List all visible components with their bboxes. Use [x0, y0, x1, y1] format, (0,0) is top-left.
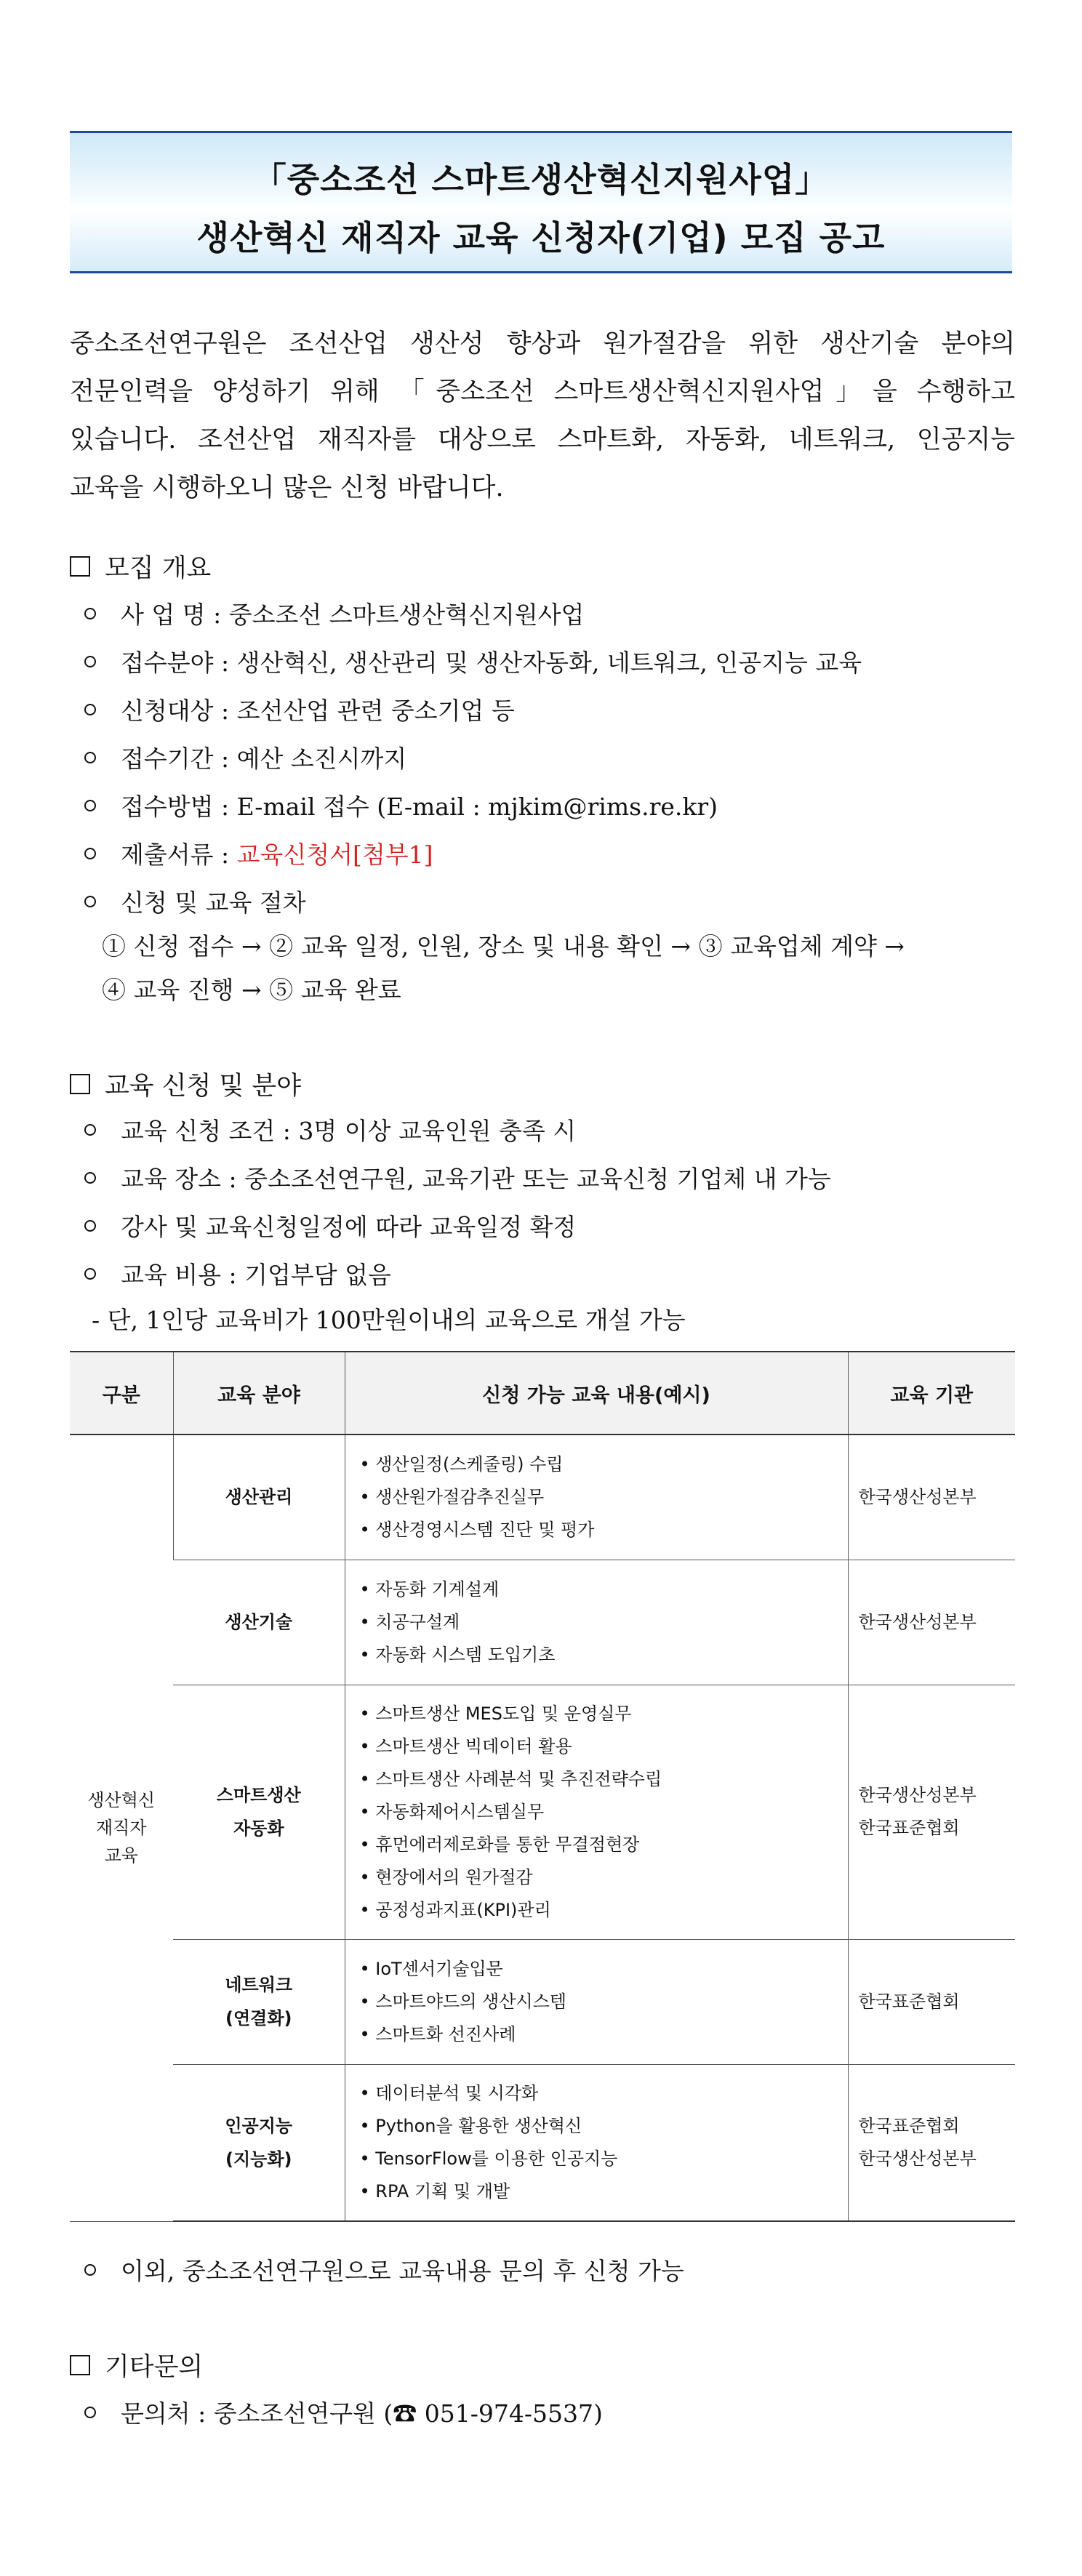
intro-line: 교육을 시행하오니 많은 신청 바랍니다. — [70, 473, 504, 502]
intro-line: 중소조선연구원은 조선산업 생산성 향상과 원가절감을 위한 생산기술 분야의 — [70, 329, 1015, 358]
intro-line: 전문인력을 양성하기 위해 「중소조선 스마트생산혁신지원사업」을 수행하고 — [70, 377, 1015, 406]
list-item: 신청대상 : 조선산업 관련 중소기업 등 — [84, 692, 515, 726]
contact-phone: 문의처 : 중소조선연구원 (☎ 051-974-5537) — [121, 2399, 603, 2428]
content-cell: • 자동화 기계설계 • 치공구설계 • 자동화 시스템 도입기초 — [345, 1560, 848, 1685]
circle-bullet-icon — [84, 1172, 96, 1184]
circle-bullet-icon — [84, 848, 96, 859]
list-item-procedure: 신청 및 교육 절차 — [84, 884, 306, 918]
attachment-reference: 교육신청서[첨부1] — [236, 840, 433, 869]
section-heading-application — [70, 1066, 301, 1102]
circle-bullet-icon — [84, 752, 96, 763]
title-banner — [70, 131, 1012, 273]
square-bullet-icon — [70, 1074, 90, 1094]
circle-bullet-icon — [84, 1124, 96, 1136]
cost-note: - 단, 1인당 교육비가 100만원이내의 교육으로 개설 가능 — [92, 1306, 686, 1334]
field-cell: 인공지능 (지능화) — [173, 2064, 345, 2221]
list-item-inquiry-note: 이외, 중소조선연구원으로 교육내용 문의 후 신청 가능 — [84, 2252, 684, 2287]
list-item-contact — [84, 2395, 603, 2429]
intro-paragraph — [70, 320, 1015, 512]
intro-line: 있습니다. 조선산업 재직자를 대상으로 스마트화, 자동화, 네트워크, 인공지능 — [70, 425, 1015, 454]
list-item: 교육 장소 : 중소조선연구원, 교육기관 또는 교육신청 기업체 내 가능 — [84, 1160, 831, 1195]
square-bullet-icon — [70, 2355, 90, 2375]
list-item: 사 업 명 : 중소조선 스마트생산혁신지원사업 — [84, 596, 584, 630]
header-field: 교육 분야 — [173, 1352, 345, 1435]
list-item: 교육 신청 조건 : 3명 이상 교육인원 충족 시 — [84, 1112, 576, 1147]
table-row — [70, 1685, 1015, 1939]
education-table — [70, 1351, 1015, 2222]
field-cell: 스마트생산 자동화 — [173, 1685, 345, 1939]
circle-bullet-icon — [84, 1220, 96, 1232]
table-row — [70, 1939, 1015, 2064]
table-row — [70, 2064, 1015, 2221]
procedure-steps-line-2: ④ 교육 진행 → ⑤ 교육 완료 — [102, 976, 401, 1004]
institution-cell: 한국생산성본부 한국표준협회 — [848, 1685, 1015, 1939]
section-heading-contact — [70, 2347, 203, 2383]
section-heading-text: 교육 신청 및 분야 — [105, 1072, 302, 1101]
list-item-documents: 제출서류 : 교육신청서[첨부1] — [84, 836, 433, 870]
circle-bullet-icon — [84, 608, 96, 619]
field-cell: 생산관리 — [173, 1435, 345, 1560]
list-item: 강사 및 교육신청일정에 따라 교육일정 확정 — [84, 1208, 576, 1243]
section-heading-text: 기타문의 — [105, 2353, 204, 2382]
list-item: 교육 비용 : 기업부담 없음 — [84, 1256, 391, 1291]
institution-cell: 한국표준협회 한국생산성본부 — [848, 2064, 1015, 2221]
group-cell: 생산혁신 재직자 교육 — [70, 1435, 173, 2221]
header-content: 신청 가능 교육 내용(예시) — [345, 1352, 848, 1435]
title-line-1: 「중소조선 스마트생산혁신지원사업」 — [252, 160, 830, 199]
institution-cell: 한국표준협회 — [848, 1939, 1015, 2064]
section-heading-overview — [70, 548, 211, 585]
field-cell: 네트워크 (연결화) — [173, 1939, 345, 2064]
circle-bullet-icon — [84, 2264, 96, 2276]
list-item: 접수분야 : 생산혁신, 생산관리 및 생산자동화, 네트워크, 인공지능 교육 — [84, 644, 862, 678]
institution-cell: 한국생산성본부 — [848, 1435, 1015, 1560]
table-row — [70, 1435, 1015, 1560]
circle-bullet-icon — [84, 896, 96, 907]
section-heading-text: 모집 개요 — [105, 554, 212, 583]
content-cell: • IoT센서기술입문 • 스마트야드의 생산시스템 • 스마트화 선진사례 — [345, 1939, 848, 2064]
content-cell: • 생산일정(스케줄링) 수립 • 생산원가절감추진실무 • 생산경영시스템 진단 및 평가 — [345, 1435, 848, 1560]
field-cell: 생산기술 — [173, 1560, 345, 1685]
header-category: 구분 — [70, 1352, 173, 1435]
square-bullet-icon — [70, 556, 90, 577]
circle-bullet-icon — [84, 1268, 96, 1280]
circle-bullet-icon — [84, 656, 96, 667]
table-header-row — [70, 1352, 1015, 1435]
title-line-2: 생산혁신 재직자 교육 신청자(기업) 모집 공고 — [196, 218, 886, 257]
circle-bullet-icon — [84, 2407, 96, 2418]
table-row — [70, 1560, 1015, 1685]
content-cell: • 데이터분석 및 시각화 • Python을 활용한 생산혁신 • TensorFlow를 이용한 인공지능 • RPA 기획 및 개발 — [345, 2064, 848, 2221]
institution-cell: 한국생산성본부 — [848, 1560, 1015, 1685]
content-cell: • 스마트생산 MES도입 및 운영실무 • 스마트생산 빅데이터 활용 • 스마트생산 사례분석 및 추진전략수립 • 자동화제어시스템실무 • 휴먼에러제로화를 통한 무결점현장 • 현장에서의 원가절감 • 공정성과지표(KPI)관리 — [345, 1685, 848, 1939]
circle-bullet-icon — [84, 704, 96, 715]
list-item: 접수방법 : E-mail 접수 (E-mail : mjkim@rims.re.kr) — [84, 788, 718, 822]
procedure-steps-line-1: ① 신청 접수 → ② 교육 일정, 인원, 장소 및 내용 확인 → ③ 교육업체 계약 → — [102, 932, 905, 960]
list-item: 접수기간 : 예산 소진시까지 — [84, 740, 406, 774]
circle-bullet-icon — [84, 800, 96, 811]
header-institution: 교육 기관 — [848, 1352, 1015, 1435]
